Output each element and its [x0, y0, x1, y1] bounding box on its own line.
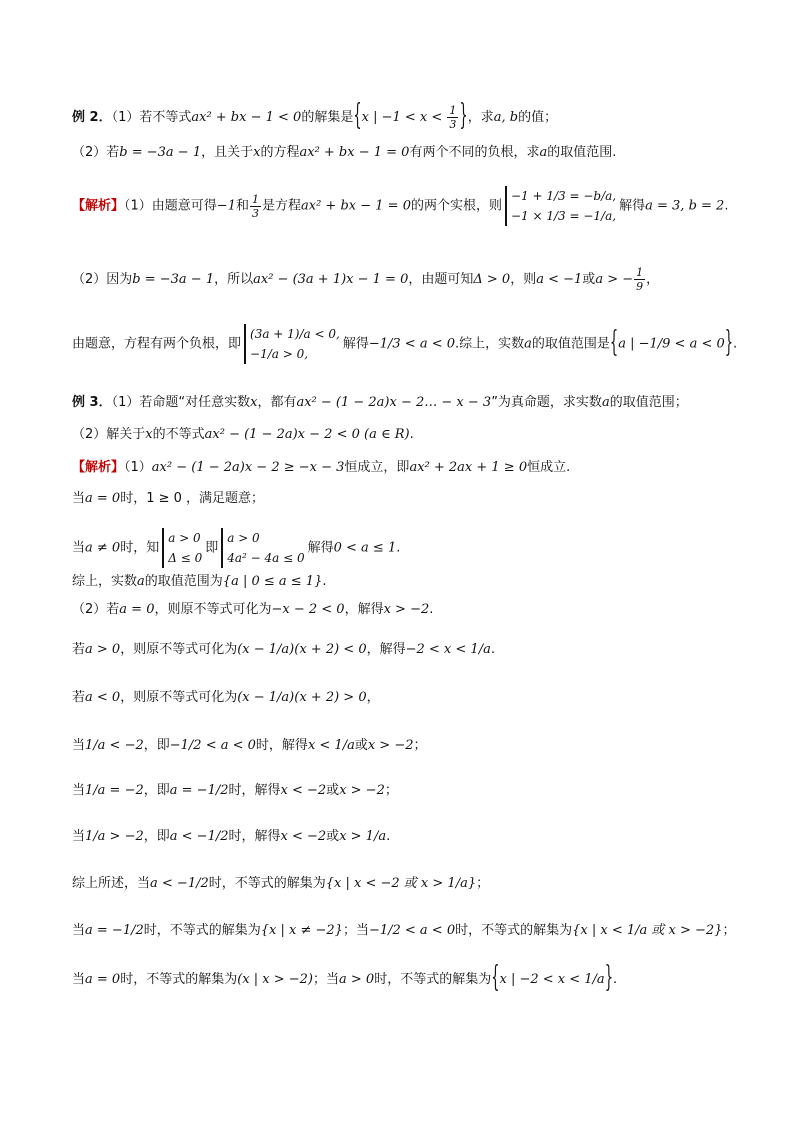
- math: x > −2: [339, 783, 385, 798]
- text: 或: [326, 829, 340, 844]
- math: Δ > 0: [473, 272, 511, 287]
- system-row: Δ ≤ 0: [168, 551, 203, 565]
- text: 时，解得: [228, 829, 281, 844]
- system-row: a > 0: [227, 531, 260, 545]
- sol3-l11: [72, 874, 489, 894]
- inequality-system: [221, 528, 304, 568]
- math: a = 0: [119, 602, 155, 617]
- text: 时，解得: [255, 738, 308, 753]
- text: 的取值范围；: [609, 395, 688, 410]
- right-brace: }: [459, 100, 468, 134]
- ex3-q1: [72, 393, 688, 413]
- text: ，即: [143, 829, 170, 844]
- text: ；当: [313, 972, 340, 987]
- fraction: [634, 266, 645, 293]
- math: −x − 2 < 0: [271, 602, 345, 617]
- text: 综上所述，当: [72, 876, 151, 891]
- math: a > −: [595, 272, 634, 287]
- fraction: [250, 193, 261, 220]
- left-brace: {: [491, 962, 500, 996]
- math: a: [601, 395, 610, 410]
- math: 0 < a ≤ 1: [333, 540, 397, 556]
- math: b = −3a − 1: [119, 145, 202, 160]
- numerator: 1: [449, 104, 457, 117]
- text: ，且关于: [201, 145, 254, 160]
- math: ax² − (1 − 2a)x − 2 < 0 (a ∈ R): [204, 427, 410, 442]
- math: x | −1 < x <: [361, 110, 447, 125]
- equation-system: [244, 324, 340, 364]
- math: x < 1/a: [307, 738, 355, 753]
- ex3-q2: [72, 425, 414, 445]
- numerator: 1: [636, 266, 644, 279]
- text: .: [612, 972, 618, 987]
- sol2-p1: [72, 186, 728, 226]
- math: a < 0: [85, 690, 121, 705]
- text: 由题意，方程有两个负根，即: [72, 336, 242, 352]
- text: .: [429, 602, 434, 617]
- system-row: a > 0: [168, 531, 201, 545]
- math: a = −1/2: [169, 783, 229, 798]
- sol3-l3: [72, 528, 400, 568]
- math: x: [145, 427, 153, 442]
- math: a: [524, 336, 532, 352]
- text: ，则原不等式可化为: [120, 690, 238, 705]
- sol3-l8: [72, 736, 427, 756]
- math: x < −2: [280, 829, 327, 844]
- text: ，解得: [344, 602, 384, 617]
- text: 时，不等式的解集为: [208, 876, 326, 891]
- text: 当: [72, 738, 86, 753]
- text: 时，不等式的解集为: [120, 972, 238, 987]
- text: 当: [72, 829, 86, 844]
- math: a = 0: [85, 491, 121, 506]
- inequality-system: [162, 528, 202, 568]
- text: ，都有: [257, 395, 297, 410]
- text: 和: [235, 198, 249, 214]
- math: −1: [216, 198, 236, 214]
- sol3-l2: [72, 489, 264, 509]
- sol3-l6: [72, 640, 495, 660]
- math: {a | 0 ≤ a ≤ 1}: [222, 574, 323, 589]
- text: 或: [582, 272, 596, 287]
- text: 的取值范围为: [144, 574, 223, 589]
- text: ；: [722, 923, 736, 938]
- sol2-p3: [72, 324, 737, 364]
- text: 的两个实根，则: [410, 198, 502, 214]
- denominator: 3: [251, 206, 259, 220]
- sol3-l4: [72, 572, 326, 592]
- text: ，: [366, 690, 380, 705]
- math: 1/a > −2: [85, 829, 144, 844]
- text: .: [733, 336, 738, 352]
- text: 时，知: [120, 540, 160, 556]
- right-brace: }: [604, 962, 613, 996]
- text: 时，1 ≥ 0 ，满足题意；: [120, 491, 265, 506]
- math: {x | x < −2 或 x > 1/a}: [325, 876, 477, 891]
- denominator: 9: [636, 280, 644, 293]
- text: 当: [72, 923, 86, 938]
- text: 的方程: [260, 145, 300, 160]
- text: 当: [72, 783, 86, 798]
- math: ax² − (1 − 2a)x − 2 ≥ −x − 3: [151, 460, 345, 475]
- math: 1/a < −2: [85, 738, 144, 753]
- text: 的解集是: [301, 110, 354, 125]
- numerator: 1: [251, 192, 259, 206]
- text: ，则原不等式可化为: [154, 602, 272, 617]
- ex3-label: 例 3．: [72, 395, 112, 410]
- math: −2 < x < 1/a: [405, 642, 491, 657]
- text: 解得: [619, 198, 646, 214]
- text: （1）由题意可得: [124, 198, 217, 214]
- text: ，则: [510, 272, 537, 287]
- math: (x | x > −2): [237, 972, 313, 987]
- equation-system: [505, 186, 616, 226]
- text: 或: [326, 783, 340, 798]
- text: .: [409, 427, 414, 442]
- text: 若: [72, 690, 86, 705]
- system-row: −1 + 1/3 = −b/a,: [510, 189, 617, 203]
- math: ax² − (3a + 1)x − 1 = 0: [253, 272, 409, 287]
- text: .综上，实数: [455, 336, 525, 352]
- sol3-l13: [72, 962, 618, 996]
- text: 即: [205, 540, 219, 556]
- system-row: −1/a > 0,: [250, 347, 309, 361]
- math: ax² + bx − 1 = 0: [301, 198, 411, 214]
- system-row: (3a + 1)/a < 0,: [250, 327, 340, 341]
- text: 解得: [307, 540, 334, 556]
- math: a > 0: [339, 972, 375, 987]
- math: ax² + 2ax + 1 ≥ 0: [409, 460, 528, 475]
- text: 是方程: [261, 198, 301, 214]
- text: 综上，实数: [72, 574, 138, 589]
- sol3-l10: [72, 827, 390, 847]
- math: a | −1/9 < a < 0: [618, 336, 725, 352]
- text: .: [386, 829, 391, 844]
- text: （1）若命题“对任意实数: [111, 395, 251, 410]
- system-row: −1 × 1/3 = −1/a,: [510, 209, 617, 223]
- text: ，: [646, 272, 660, 287]
- text: 当: [72, 540, 86, 556]
- text: 若: [72, 642, 86, 657]
- text: 的值；: [518, 110, 558, 125]
- math: −1/2 < a < 0: [169, 738, 256, 753]
- text: ，求: [467, 110, 494, 125]
- math: ax² + bx − 1 = 0: [299, 145, 410, 160]
- text: 有两个不同的负根，求: [409, 145, 540, 160]
- text: 时，不等式的解集为: [374, 972, 492, 987]
- text: 时，不等式的解集为: [455, 923, 573, 938]
- math: a < −1/2: [169, 829, 229, 844]
- text: 的不等式: [152, 427, 205, 442]
- sol2-p2: [72, 266, 659, 293]
- text: ，所以: [214, 272, 254, 287]
- text: 的取值范围是: [531, 336, 610, 352]
- text: .: [322, 574, 327, 589]
- text: （2）解关于: [72, 427, 146, 442]
- math: x > 1/a: [339, 829, 387, 844]
- math: a, b: [493, 110, 519, 125]
- sol3-l12: [72, 921, 735, 941]
- text: ，则原不等式可化为: [120, 642, 238, 657]
- math: a < −1: [536, 272, 583, 287]
- text: ，即: [143, 738, 170, 753]
- text: 恒成立，即: [344, 460, 410, 475]
- text: ，解得: [366, 642, 406, 657]
- text: 时，不等式的解集为: [143, 923, 261, 938]
- fraction: [447, 104, 458, 131]
- text: 时，解得: [228, 783, 281, 798]
- math: (x − 1/a)(x + 2) > 0: [237, 690, 367, 705]
- text: ；: [413, 738, 427, 753]
- math: x: [250, 395, 258, 410]
- sol3-l7: [72, 688, 380, 708]
- math: b = −3a − 1: [132, 272, 215, 287]
- text: （2）若: [72, 145, 120, 160]
- text: ；: [476, 876, 490, 891]
- ex2-q1: [72, 100, 558, 134]
- text: .: [490, 642, 495, 657]
- math: a = 3, b = 2: [645, 198, 725, 214]
- math: ax² + bx − 1 < 0: [191, 110, 302, 125]
- math: a < −1/2: [150, 876, 209, 891]
- denominator: 3: [449, 118, 457, 131]
- text: （2）因为: [72, 272, 133, 287]
- sol3-l1: [72, 458, 570, 478]
- analysis-tag: 【解析】: [72, 198, 125, 214]
- text: （1）: [124, 460, 152, 475]
- text: ，由题可知: [408, 272, 474, 287]
- right-brace: }: [724, 326, 734, 360]
- math: x < −2: [280, 783, 327, 798]
- math: a = 0: [85, 972, 121, 987]
- text: 解得: [342, 336, 369, 352]
- ex2-q2: [72, 143, 616, 163]
- math: (x − 1/a)(x + 2) < 0: [237, 642, 367, 657]
- text: 当: [72, 491, 86, 506]
- text: .: [396, 540, 401, 556]
- left-brace: {: [353, 100, 362, 134]
- math: a: [539, 145, 548, 160]
- math: x > −2: [383, 602, 430, 617]
- ex2-label: 例 2．: [72, 110, 112, 125]
- text: 或: [354, 738, 368, 753]
- text: ；: [384, 783, 398, 798]
- math: x > −2: [367, 738, 414, 753]
- math: a > 0: [85, 642, 121, 657]
- text: ，即: [143, 783, 170, 798]
- text: 的取值范围.: [547, 145, 617, 160]
- math: a = −1/2: [85, 923, 144, 938]
- math: {x | x ≠ −2}: [260, 923, 343, 938]
- math: x | −2 < x < 1/a: [499, 972, 605, 987]
- text: ”为真命题，求实数: [491, 395, 602, 410]
- text: 当: [72, 972, 86, 987]
- sol3-l5: [72, 600, 433, 620]
- text: （1）若不等式: [111, 110, 192, 125]
- text: ；当: [342, 923, 369, 938]
- text: （2）若: [72, 602, 120, 617]
- math: −1/3 < a < 0: [368, 336, 455, 352]
- math: x: [253, 145, 261, 160]
- math: a: [137, 574, 145, 589]
- sol3-l9: [72, 781, 398, 801]
- math: {x | x < 1/a 或 x > −2}: [572, 923, 723, 938]
- math: a ≠ 0: [85, 540, 121, 556]
- math: 1/a = −2: [85, 783, 144, 798]
- math: −1/2 < a < 0: [368, 923, 456, 938]
- left-brace: {: [609, 326, 619, 360]
- math: ax² − (1 − 2a)x − 2… − x − 3: [296, 395, 492, 410]
- text: 恒成立.: [527, 460, 571, 475]
- text: .: [724, 198, 729, 214]
- analysis-tag: 【解析】: [72, 460, 125, 475]
- system-row: 4a² − 4a ≤ 0: [227, 551, 305, 565]
